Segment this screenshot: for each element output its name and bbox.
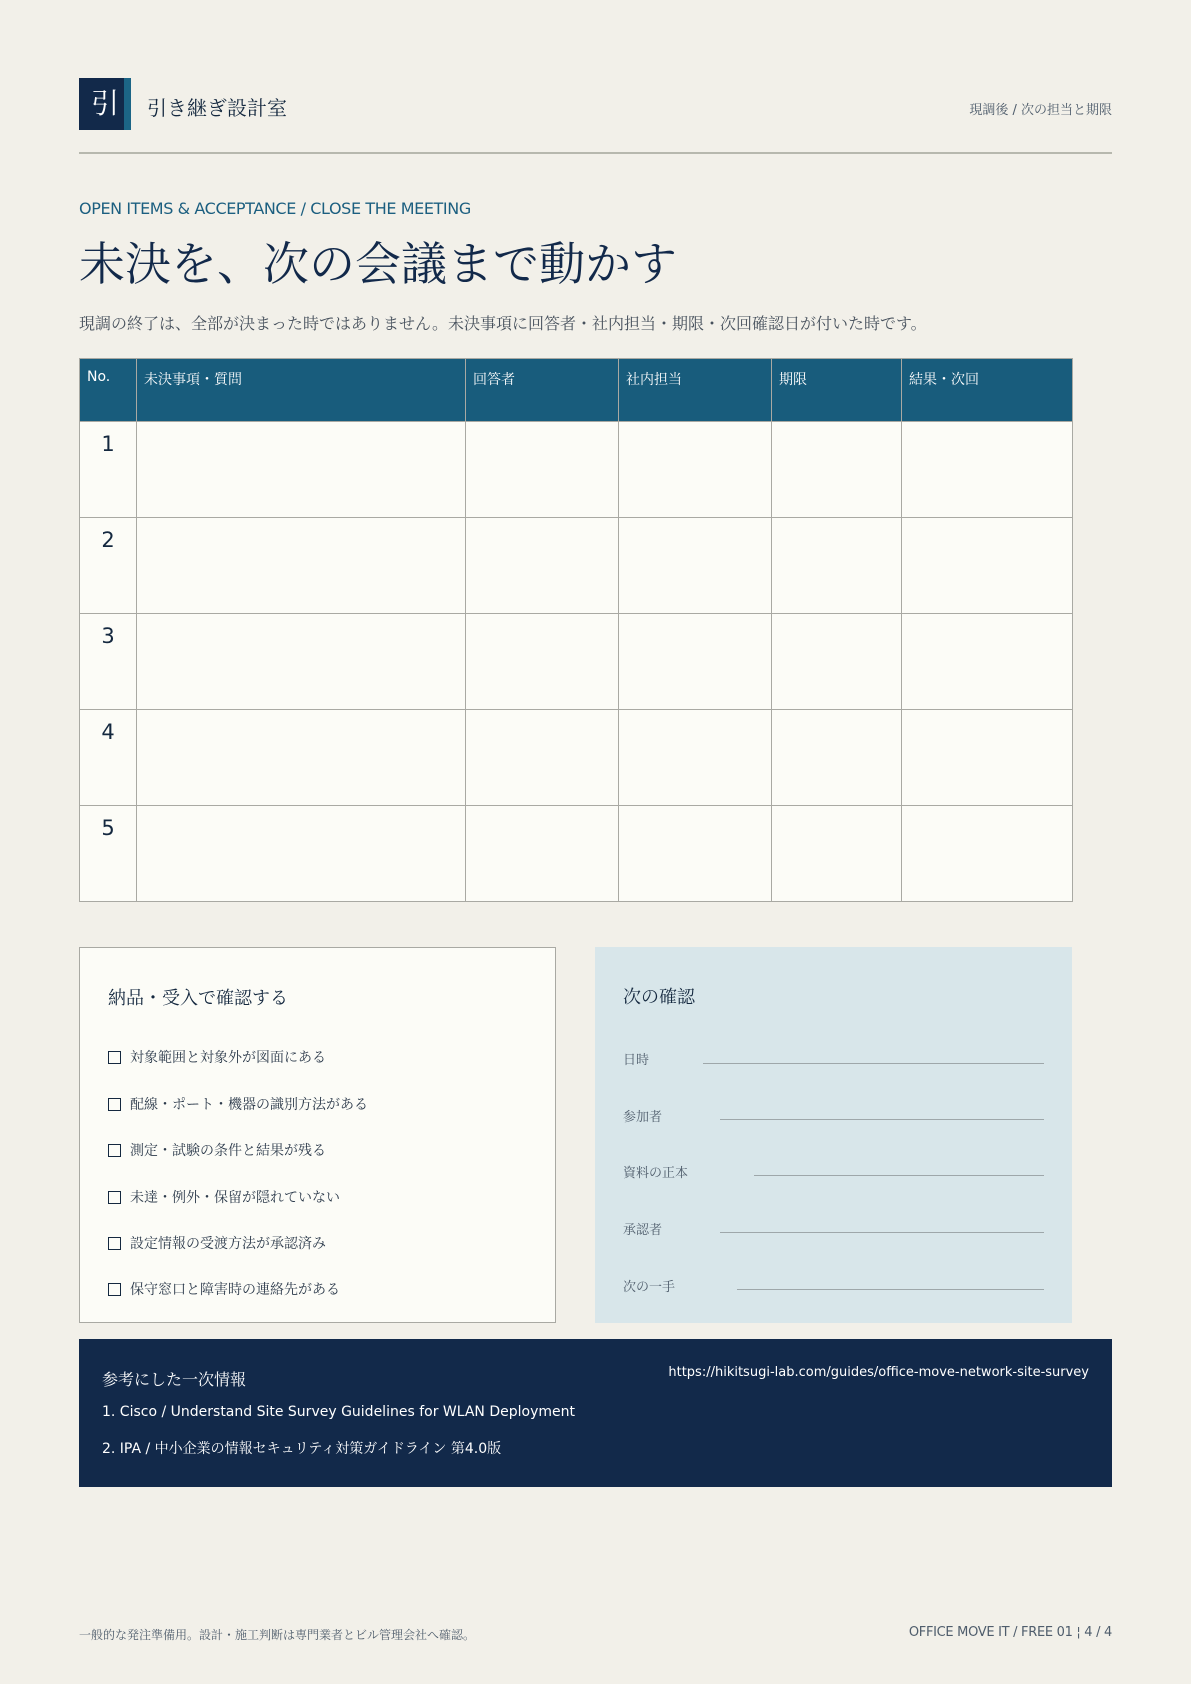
row-number: 5: [80, 806, 137, 902]
logo-stripe: [124, 78, 131, 130]
footer-doc-id: OFFICE MOVE IT / FREE 01 ¦ 4 / 4: [908, 1625, 1112, 1640]
page: [79, 0, 1112, 1684]
table-row: [80, 806, 1073, 902]
brand-name: 引き継ぎ設計室: [147, 96, 287, 120]
checklist-item[interactable]: [108, 1279, 340, 1299]
row-number: 4: [80, 710, 137, 806]
field-line-participants[interactable]: [720, 1119, 1044, 1120]
column-header-owner: 社内担当: [619, 359, 772, 422]
owner-cell[interactable]: [619, 614, 772, 710]
references-title: 参考にした一次情報: [102, 1370, 247, 1389]
references-panel: [79, 1339, 1112, 1487]
checklist-item[interactable]: [108, 1094, 368, 1114]
checkbox-icon[interactable]: [108, 1051, 121, 1064]
checkbox-icon[interactable]: [108, 1191, 121, 1204]
field-label-master-document: 資料の正本: [623, 1166, 689, 1181]
field-label-datetime: 日時: [623, 1053, 650, 1068]
question-cell[interactable]: [137, 518, 466, 614]
field-label-approver: 承認者: [623, 1223, 663, 1238]
section-path: 現調後 / 次の担当と期限: [969, 103, 1112, 118]
row-number: 2: [80, 518, 137, 614]
checklist-label: 未達・例外・保留が隠れていない: [130, 1190, 340, 1206]
responder-cell[interactable]: [466, 518, 619, 614]
responder-cell[interactable]: [466, 614, 619, 710]
next-confirmation-title: 次の確認: [623, 987, 695, 1008]
checkbox-icon[interactable]: [108, 1098, 121, 1111]
lead-text: 現調の終了は、全部が決まった時ではありません。未決事項に回答者・社内担当・期限・次回確認日が付いた時です。: [79, 314, 927, 333]
open-items-table: [79, 358, 1073, 902]
owner-cell[interactable]: [619, 422, 772, 518]
field-line-datetime[interactable]: [703, 1063, 1044, 1064]
checklist-label: 測定・試験の条件と結果が残る: [130, 1143, 326, 1159]
result-cell[interactable]: [902, 518, 1073, 614]
question-cell[interactable]: [137, 614, 466, 710]
footer-disclaimer: 一般的な発注準備用。設計・施工判断は専門業者とビル管理会社へ確認。: [79, 1628, 476, 1642]
table-row: [80, 518, 1073, 614]
table-header-row: [80, 359, 1073, 422]
reference-item: 2. IPA / 中小企業の情報セキュリティ対策ガイドライン 第4.0版: [102, 1441, 502, 1457]
row-number: 1: [80, 422, 137, 518]
field-label-participants: 参加者: [623, 1110, 663, 1125]
checkbox-icon[interactable]: [108, 1237, 121, 1250]
reference-item: 1. Cisco / Understand Site Survey Guidelines for WLAN Deployment: [102, 1404, 575, 1420]
checklist-label: 対象範囲と対象外が図面にある: [130, 1050, 326, 1066]
checklist-item[interactable]: [108, 1233, 326, 1253]
logo-mark: [79, 78, 131, 130]
result-cell[interactable]: [902, 806, 1073, 902]
responder-cell[interactable]: [466, 422, 619, 518]
deadline-cell[interactable]: [772, 806, 902, 902]
question-cell[interactable]: [137, 422, 466, 518]
result-cell[interactable]: [902, 422, 1073, 518]
logo-char: 引: [90, 87, 119, 120]
page-title: 未決を、次の会議まで動かす: [79, 237, 677, 291]
column-header-responder: 回答者: [466, 359, 619, 422]
checklist-label: 保守窓口と障害時の連絡先がある: [130, 1282, 340, 1298]
owner-cell[interactable]: [619, 710, 772, 806]
deadline-cell[interactable]: [772, 422, 902, 518]
owner-cell[interactable]: [619, 806, 772, 902]
next-confirmation: [595, 947, 1072, 1323]
column-header-question: 未決事項・質問: [137, 359, 466, 422]
deadline-cell[interactable]: [772, 518, 902, 614]
column-header-no: No.: [80, 359, 137, 422]
header-divider: [79, 152, 1112, 154]
column-header-result: 結果・次回: [902, 359, 1073, 422]
guide-url-link[interactable]: https://hikitsugi-lab.com/guides/office-move-network-site-survey: [668, 1365, 1089, 1380]
table-row: [80, 710, 1073, 806]
question-cell[interactable]: [137, 710, 466, 806]
deadline-cell[interactable]: [772, 614, 902, 710]
table-row: [80, 614, 1073, 710]
field-line-master-document[interactable]: [754, 1175, 1044, 1176]
checklist-item[interactable]: [108, 1047, 326, 1067]
checklist-item[interactable]: [108, 1187, 340, 1207]
section-kicker: OPEN ITEMS & ACCEPTANCE / CLOSE THE MEETING: [79, 199, 471, 218]
responder-cell[interactable]: [466, 806, 619, 902]
field-label-next-step: 次の一手: [623, 1280, 676, 1295]
field-line-approver[interactable]: [720, 1232, 1044, 1233]
checklist-label: 配線・ポート・機器の識別方法がある: [130, 1097, 368, 1113]
question-cell[interactable]: [137, 806, 466, 902]
checkbox-icon[interactable]: [108, 1144, 121, 1157]
result-cell[interactable]: [902, 614, 1073, 710]
deadline-cell[interactable]: [772, 710, 902, 806]
column-header-deadline: 期限: [772, 359, 902, 422]
table-row: [80, 422, 1073, 518]
field-line-next-step[interactable]: [737, 1289, 1044, 1290]
checklist-item[interactable]: [108, 1140, 326, 1160]
owner-cell[interactable]: [619, 518, 772, 614]
row-number: 3: [80, 614, 137, 710]
checkbox-icon[interactable]: [108, 1283, 121, 1296]
result-cell[interactable]: [902, 710, 1073, 806]
responder-cell[interactable]: [466, 710, 619, 806]
acceptance-checklist: [79, 947, 556, 1323]
acceptance-title: 納品・受入で確認する: [108, 988, 288, 1009]
checklist-label: 設定情報の受渡方法が承認済み: [130, 1236, 326, 1252]
